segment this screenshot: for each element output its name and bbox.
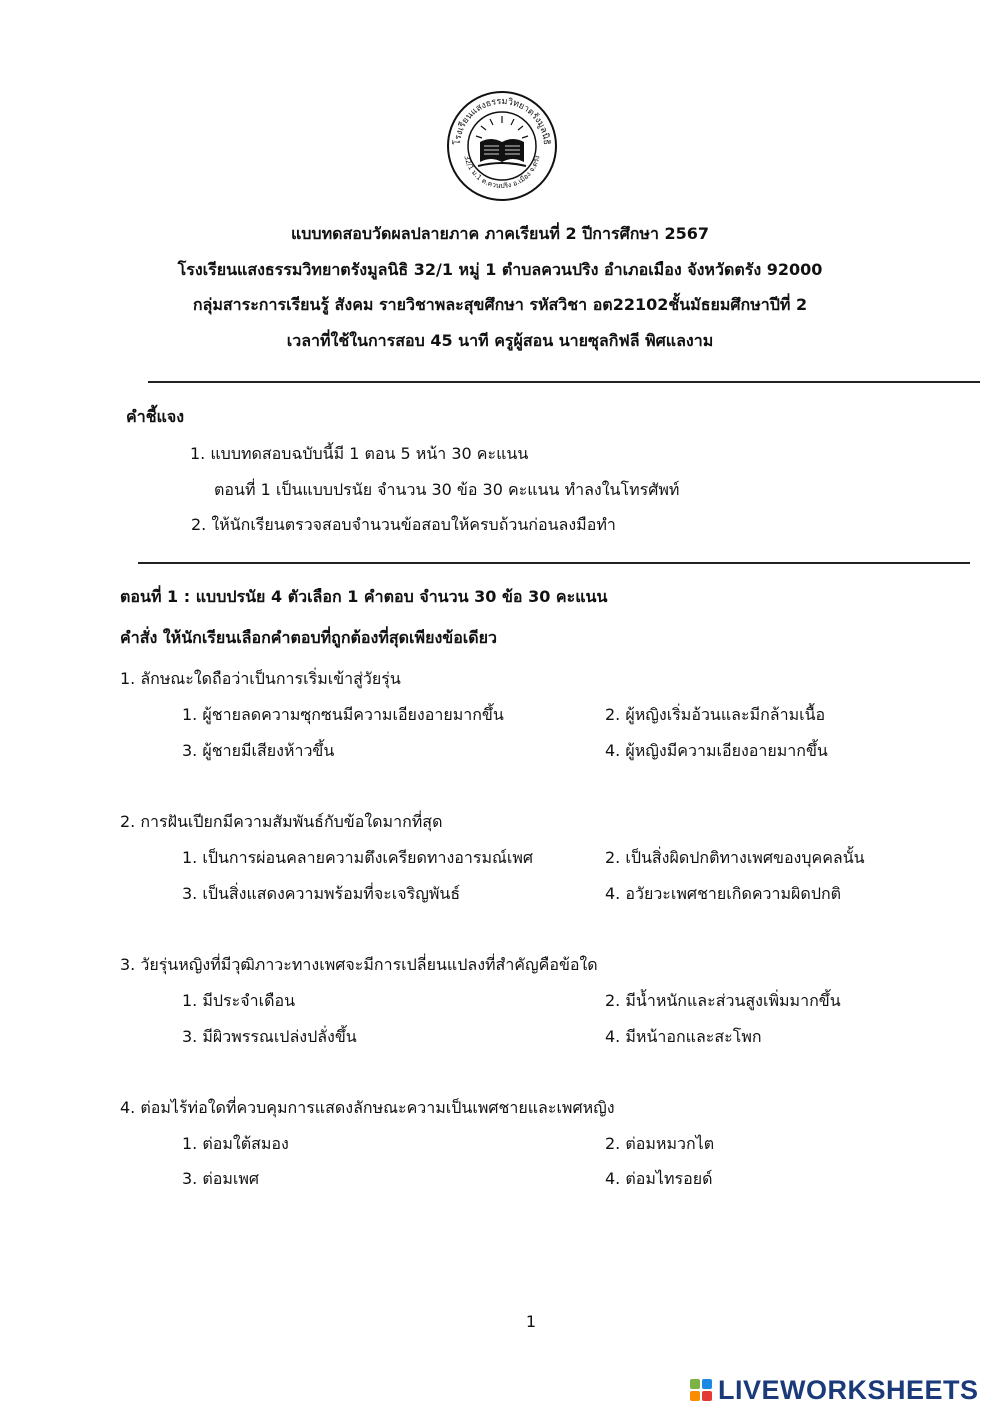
choice-q4-1[interactable]: 1. ต่อมใต้สมอง [182,1134,289,1153]
question-4: 4. ต่อมไร้ท่อใดที่ควบคุมการแสดงลักษณะความเป็นเพศชายและเพศหญิง [120,1098,615,1117]
choice-q1-1[interactable]: 1. ผู้ชายลดความซุกซนมีความเอียงอายมากขึ้น [182,705,504,724]
svg-text:โรงเรียนแสงธรรมวิทยาตรังมูลนิธ: โรงเรียนแสงธรรมวิทยาตรังมูลนิธิ [452,96,552,146]
choice-q4-3[interactable]: 3. ต่อมเพศ [182,1169,260,1188]
section-title: ตอนที่ 1 : แบบปรนัย 4 ตัวเลือก 1 คำตอบ จำนวน 30 ข้อ 30 คะแนน [120,587,608,606]
page-number: 1 [525,1312,537,1331]
liveworksheets-brand: LIVEWORKSHEETS [718,1374,979,1405]
svg-text:32/1 ม.1 ต.ควนปริง อ.เมือง จ.ต: 32/1 ม.1 ต.ควนปริง อ.เมือง จ.ตรัง [462,154,542,191]
school-seal-logo [446,90,558,202]
question-3: 3. วัยรุ่นหญิงที่มีวุฒิภาวะทางเพศจะมีการเปลี่ยนแปลงที่สำคัญคือข้อใด [120,955,598,974]
choice-q3-4[interactable]: 4. มีหน้าอกและสะโพก [605,1027,762,1046]
divider-top [148,381,980,383]
question-1: 1. ลักษณะใดถือว่าเป็นการเริ่มเข้าสู่วัยรุ่น [120,669,401,688]
instruction-item-2: 2. ให้นักเรียนตรวจสอบจำนวนข้อสอบให้ครบถ้วนก่อนลงมือทำ [191,515,616,534]
header-subject: กลุ่มสาระการเรียนรู้ สังคม รายวิชาพละสุขศึกษา รหัสวิชา อต22102ชั้นมัธยมศึกษาปีที่ 2 [192,295,808,314]
choice-q2-2[interactable]: 2. เป็นสิ่งผิดปกติทางเพศของบุคคลนั้น [605,848,865,867]
instructions-title: คำชี้แจง [126,407,185,426]
choice-q3-1[interactable]: 1. มีประจำเดือน [182,991,296,1010]
liveworksheets-mark-icon [690,1379,712,1401]
choice-q3-2[interactable]: 2. มีน้ำหนักและส่วนสูงเพิ่มมากขึ้น [605,991,841,1010]
header-title: แบบทดสอบวัดผลปลายภาค ภาคเรียนที่ 2 ปีการศึกษา 2567 [290,224,710,243]
choice-q4-2[interactable]: 2. ต่อมหมวกไต [605,1134,715,1153]
choice-q1-2[interactable]: 2. ผู้หญิงเริ่มอ้วนและมีกล้ามเนื้อ [605,705,826,724]
header-school: โรงเรียนแสงธรรมวิทยาตรังมูลนิธิ 32/1 หมู่ 1 ตำบลควนปริง อำเภอเมือง จังหวัดตรัง 92000 [177,260,823,279]
choice-q1-3[interactable]: 3. ผู้ชายมีเสียงห้าวขึ้น [182,741,335,760]
section-command: คำสั่ง ให้นักเรียนเลือกคำตอบที่ถูกต้องที่สุดเพียงข้อเดียว [120,628,498,647]
choice-q2-4[interactable]: 4. อวัยวะเพศชายเกิดความผิดปกติ [605,884,842,903]
choice-q4-4[interactable]: 4. ต่อมไทรอยด์ [605,1169,713,1188]
choice-q2-1[interactable]: 1. เป็นการผ่อนคลายความตึงเครียดทางอารมณ์เพศ [182,848,534,867]
choice-q3-3[interactable]: 3. มีผิวพรรณเปล่งปลั่งขึ้น [182,1027,357,1046]
question-2: 2. การฝันเปียกมีความสัมพันธ์กับข้อใดมากที่สุด [120,812,443,831]
open-book-icon [478,139,526,166]
liveworksheets-logo[interactable] [690,1375,979,1405]
choice-q2-3[interactable]: 3. เป็นสิ่งแสดงความพร้อมที่จะเจริญพันธ์ [182,884,461,903]
instruction-item-1-sub: ตอนที่ 1 เป็นแบบปรนัย จำนวน 30 ข้อ 30 คะแนน ทำลงในโทรศัพท์ [214,480,680,499]
divider-bottom [138,562,970,564]
instruction-item-1: 1. แบบทดสอบฉบับนี้มี 1 ตอน 5 หน้า 30 คะแนน [190,444,529,463]
header-time-teacher: เวลาที่ใช้ในการสอบ 45 นาที ครูผู้สอน นายซุลกิฟลี พิศแลงาม [286,331,714,350]
choice-q1-4[interactable]: 4. ผู้หญิงมีความเอียงอายมากขึ้น [605,741,828,760]
